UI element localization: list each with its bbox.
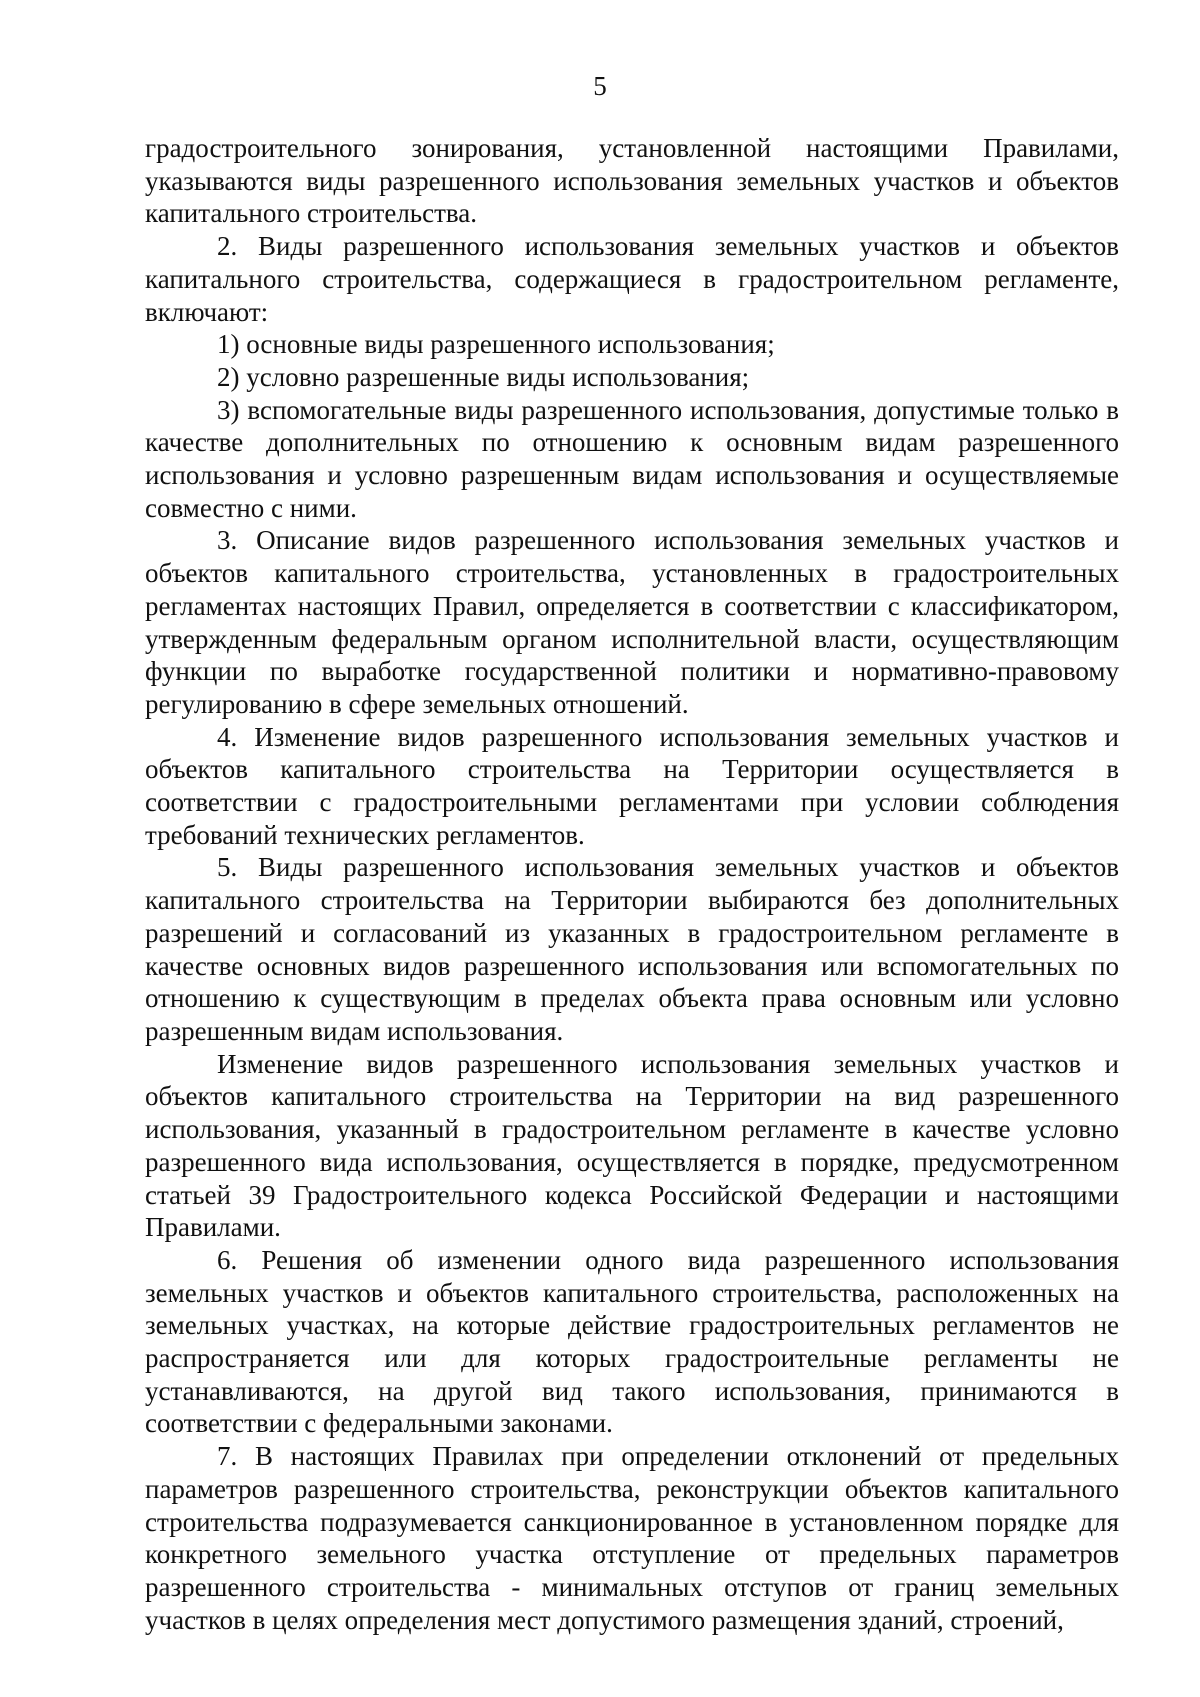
page-number: 5: [593, 71, 607, 101]
paragraph-item-7: 7. В настоящих Правилах при определении отклонений от предельных параметров разрешенного строительства, реконструкции объектов капитального строительства подразумевается санкционированное в установленном порядке для конкретного земельного участка отступление от предельных параметров разрешенного строительства - минимальных отступов от границ земельных участков в целях определения мест допустимого размещения зданий, строений,: [145, 1441, 1119, 1635]
paragraph-item-6: 6. Решения об изменении одного вида разрешенного использования земельных участков и объектов капитального строительства, расположенных на земельных участках, на которые действие градостроительных регламентов не распространяется или для которых градостроительные регламенты не устанавливаются, на другой вид такого использования, принимаются в соответствии с федеральными законами.: [145, 1244, 1119, 1439]
paragraph-item-3: 3. Описание видов разрешенного использования земельных участков и объектов капитального строительства, установленных в градостроительных регламентах настоящих Правил, определяется в соответствии с классификатором, утвержденным федеральным органом исполнительной власти, осуществляющим функции по выработке государственной политики и нормативно-правовому регулированию в сфере земельных отношений.: [145, 525, 1119, 719]
paragraph-item-5-continued: Изменение видов разрешенного использования земельных участков и объектов капитального строительства на Территории на вид разрешенного использования, указанный в градостроительном регламенте в качестве условно разрешенного вида использования, осуществляется в порядке, предусмотренном статьей 39 Градостроительного кодекса Российской Федерации и настоящими Правилами.: [145, 1048, 1119, 1243]
list-item-1: 1) основные виды разрешенного использования;: [217, 329, 775, 360]
list-item-2: 2) условно разрешенные виды использования;: [217, 361, 750, 392]
paragraph-continuation: градостроительного зонирования, установленной настоящими Правилами, указываются виды разрешенного использования земельных участков и объектов капитального строительства.: [145, 133, 1119, 229]
paragraph-item-5: 5. Виды разрешенного использования земельных участков и объектов капитального строительства на Территории выбираются без дополнительных разрешений и согласований из указанных в градостроительном регламенте в качестве основных видов разрешенного использования или вспомогательных по отношению к существующим в пределах объекта права основным или условно разрешенным видам использования.: [145, 852, 1119, 1046]
list-item-3: 3) вспомогательные виды разрешенного использования, допустимые только в качестве дополнительных по отношению к основным видам разрешенного использования и условно разрешенным видам использования и осуществляемые совместно с ними.: [145, 394, 1119, 523]
paragraph-item-4: 4. Изменение видов разрешенного использования земельных участков и объектов капитального строительства на Территории осуществляется в соответствии с градостроительными регламентами при условии соблюдения требований технических регламентов.: [145, 721, 1119, 850]
paragraph-item-2: 2. Виды разрешенного использования земельных участков и объектов капитального строительства, содержащиеся в градостроительном регламенте, включают:: [145, 231, 1119, 327]
document-body: [145, 132, 1119, 1636]
